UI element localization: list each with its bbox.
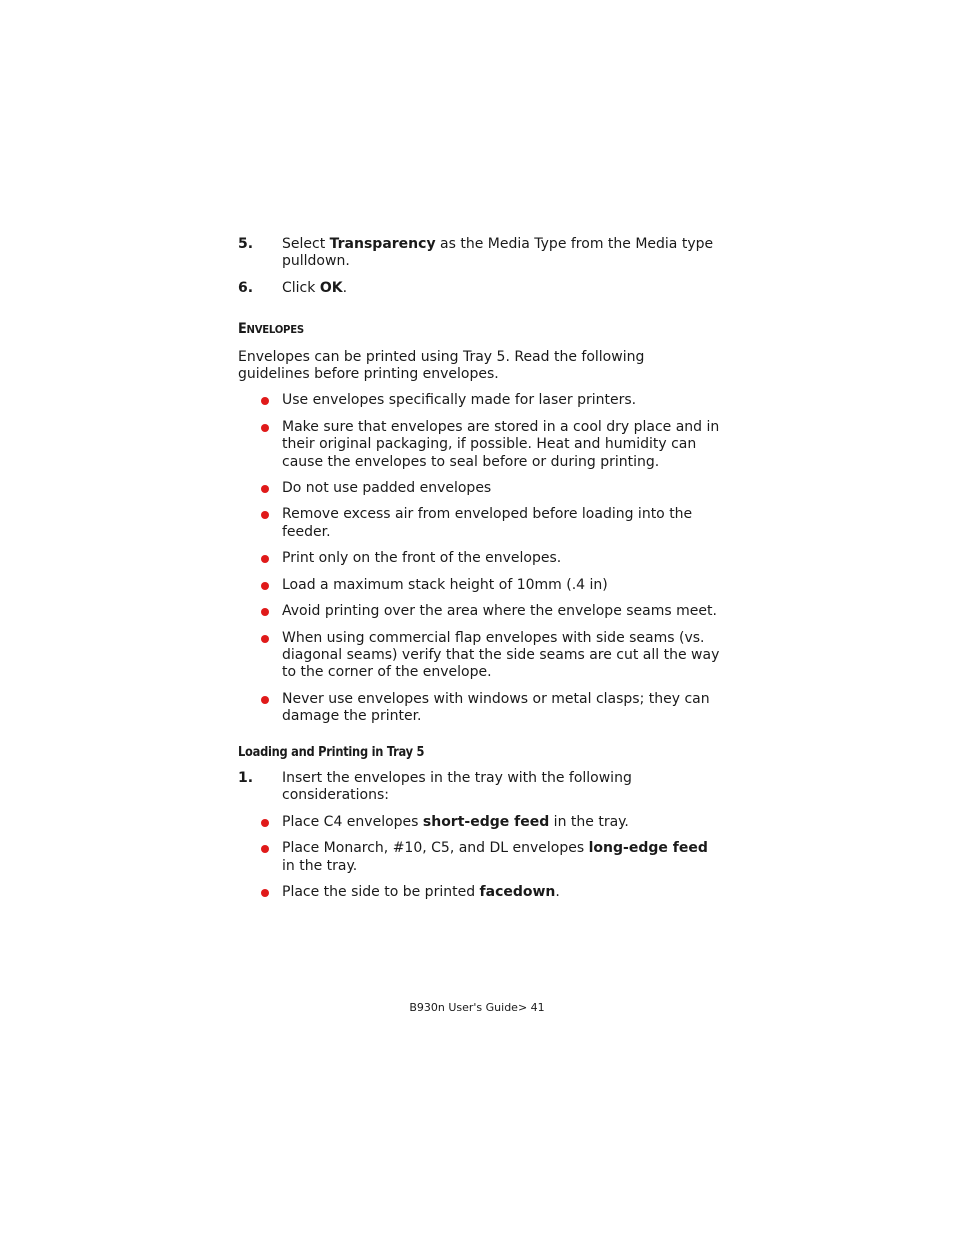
heading-rest: NVELOPES	[246, 323, 304, 337]
list-item-text-bold: facedown	[479, 883, 556, 900]
step-text-bold: Transparency	[329, 236, 436, 252]
list-item	[238, 884, 720, 901]
step-6	[238, 280, 720, 297]
bullet-icon	[261, 582, 269, 590]
loading-considerations-list	[238, 814, 720, 902]
list-item-text-post: .	[555, 883, 560, 900]
step-number: 5.	[238, 236, 254, 252]
list-item-text-pre: Place Monarch, #10, C5, and DL envelopes	[282, 840, 589, 857]
list-item-text-pre: Place the side to be printed	[282, 883, 480, 900]
bullet-icon	[261, 424, 269, 432]
list-item-text: Do not use padded envelopes	[282, 480, 492, 497]
list-item	[238, 392, 720, 409]
step-number: 1.	[238, 769, 254, 786]
list-item-text: Make sure that envelopes are stored in a cool dry place and in their original packaging, if possible. Heat and humidity can cause the envelopes to seal before or during printing.	[282, 418, 720, 470]
list-item-text: Avoid printing over the area where the envelope seams meet.	[282, 603, 717, 620]
step-text-post: as the Media Type from the Media type pulldown.	[282, 236, 714, 270]
step-text-pre: Click	[282, 279, 320, 296]
bullet-icon	[261, 635, 269, 643]
step-text-bold: OK	[319, 279, 343, 296]
list-item	[238, 603, 720, 620]
list-item	[238, 419, 720, 471]
list-item-text: Use envelopes specifically made for laser printers.	[282, 392, 637, 409]
list-item-text-post: in the tray.	[282, 857, 358, 874]
bullet-icon	[261, 819, 269, 827]
bullet-icon	[261, 845, 269, 853]
heading-initial: E	[238, 321, 247, 338]
list-item	[238, 691, 720, 726]
list-item-text-pre: Place C4 envelopes	[282, 813, 423, 830]
list-item-text: When using commercial flap envelopes with side seams (vs. diagonal seams) verify that the side seams are cut all the way to the corner of the envelope.	[282, 629, 720, 681]
list-item	[238, 840, 720, 875]
list-item-text: Remove excess air from enveloped before loading into the feeder.	[282, 506, 693, 540]
bullet-icon	[261, 397, 269, 405]
bullet-icon	[261, 555, 269, 563]
bullet-icon	[261, 485, 269, 493]
section-heading-envelopes	[238, 321, 681, 338]
step-text: Insert the envelopes in the tray with the following considerations:	[282, 769, 632, 804]
envelope-guidelines-list	[238, 392, 720, 725]
step-1	[238, 770, 720, 805]
step-text-pre: Select	[282, 236, 330, 252]
document-body	[238, 236, 720, 910]
step-5	[238, 236, 720, 271]
step-text-post: .	[342, 279, 348, 296]
list-item-text: Never use envelopes with windows or metal clasps; they can damage the printer.	[282, 690, 710, 725]
bullet-icon	[261, 696, 269, 704]
bullet-icon	[261, 889, 269, 897]
list-item	[238, 577, 720, 594]
page-footer: B930n User's Guide> 41	[409, 1001, 545, 1014]
bullet-icon	[261, 511, 269, 519]
list-item	[238, 630, 720, 682]
envelopes-intro: Envelopes can be printed using Tray 5. Read the following guidelines before printing envelopes.	[238, 348, 645, 383]
list-item-text-bold: short-edge feed	[422, 813, 550, 830]
list-item	[238, 550, 720, 567]
subheading-loading-tray-5: Loading and Printing in Tray 5	[238, 744, 425, 760]
list-item	[238, 814, 720, 831]
list-item	[238, 480, 720, 497]
list-item-text-post: in the tray.	[549, 813, 629, 830]
list-item-text-bold: long-edge feed	[588, 840, 708, 857]
step-number: 6.	[238, 279, 254, 296]
list-item-text: Print only on the front of the envelopes.	[282, 550, 562, 567]
list-item	[238, 506, 720, 541]
list-item-text: Load a maximum stack height of 10mm (.4 in)	[282, 576, 608, 593]
bullet-icon	[261, 608, 269, 616]
